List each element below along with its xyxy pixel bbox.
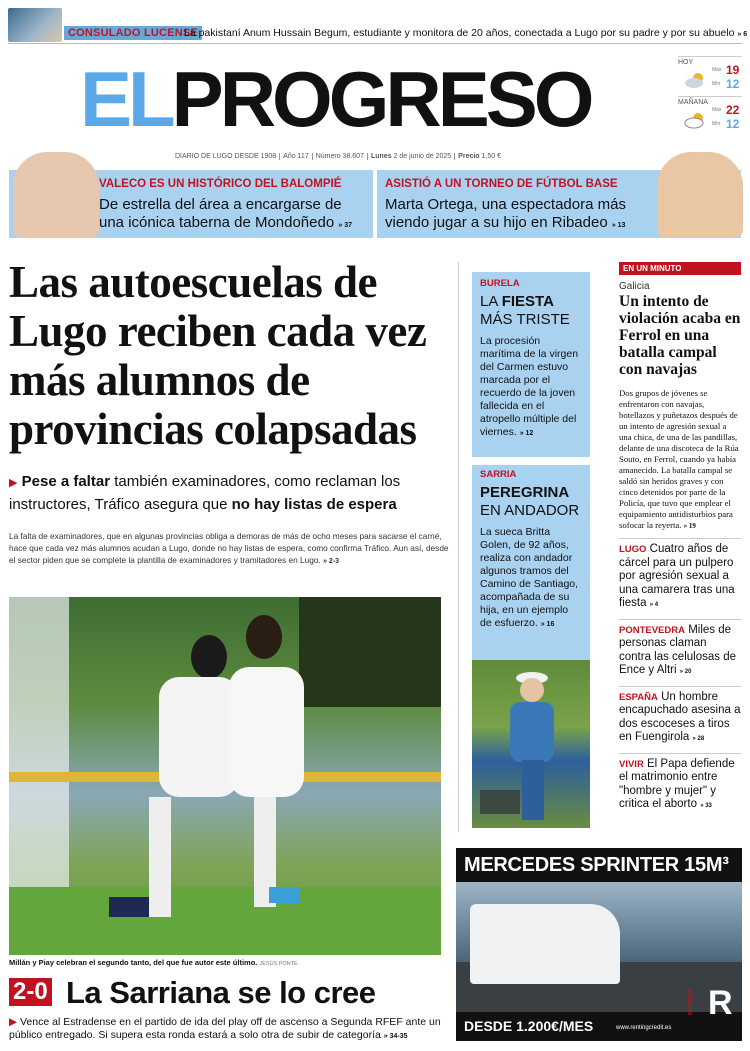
sun-cloud-icon — [684, 111, 708, 129]
right-column: EN UN MINUTO Galicia Un intento de violación acaba en Ferrol en una batalla campal con navajas Dos grupos de jóvenes se enfrentaron con navajas, botellazos y puñetazos después de un intento de agresión sexual a una chica, de una de las pandillas, delante de una discoteca de la Rúa Souto, en Ferrol, cuando ya había amanecido. La batalla campal se saldó sin heridos graves y con cinco detenidos por parte de la Policía, que tuvo que emplear el equipamiento antidisturbios para sofocar la reyerta. » 19 LUGO Cuatro años de cárcel para un pulpero por agresión sexual a una camarera tras una fiesta » 4 PONTEVEDRA Miles de personas claman contra las celulosas de Ence y Altri » 20 ESPAÑA Un hombre encapuchado asesina a dos escoceses a tiros en Fuengirola » 28 VIVIR El Papa defiende el matrimonio entre "hombre y mujer" y critica el aborto » 33 — [619, 262, 741, 814]
pilgrim-photo — [472, 660, 590, 828]
lead-text: La falta de examinadores, que en algunas provincias obliga a demoras de más de ocho meses para sacarse el carné, hace que cada vez más alumnos acudan a Lugo, donde no hay listas de espera, como confirma Tráfico. Aun así, desde el sector piden que se complete la plantilla de examinadores y tramitadores en Lugo. » 2-3 — [9, 531, 449, 565]
mercedes-sprinter-ad[interactable] — [456, 848, 742, 1041]
triangle-icon: ▶ — [9, 477, 18, 489]
brief-vivir[interactable]: VIVIR El Papa defiende el matrimonio entre "hombre y mujer" y critica el aborto » 33 — [619, 753, 741, 814]
match-score: 2-0 — [9, 978, 52, 1006]
teaser-photo — [657, 152, 743, 238]
brief-espana[interactable]: ESPAÑA Un hombre encapuchado asesina a dos escoceses a tiros en Fuengirola » 28 — [619, 686, 741, 747]
brief-pontevedra[interactable]: PONTEVEDRA Miles de personas claman contra las celulosas de Ence y Altri » 20 — [619, 619, 741, 680]
weather-tomorrow: MAÑANA Máx Mín 22 12 — [678, 96, 742, 142]
photo-illustration — [9, 597, 441, 955]
top-teaser-text: La pakistaní Anum Hussain Begum, estudiante y monitora de 20 años, conectada a Lugo por su padre y por su abuelo » 6 — [184, 27, 748, 39]
renting-logo-icon: R — [708, 984, 733, 1022]
top-teaser-tag: CONSULADO LUCENSE — [64, 26, 202, 40]
section-kicker: EN UN MINUTO — [619, 262, 741, 275]
triangle-icon: ▶ — [9, 1016, 18, 1028]
ferrol-text: Dos grupos de jóvenes se enfrentaron con navajas, botellazos y puñetazos después de un intento de agresión sexual a una chica, de una de las pandillas, delante de una discoteca de la Rúa Souto, en Ferrol, cuando ya había amanecido. La batalla campal se saldó sin heridos graves y con cinco detenidos por parte de la Policía, que tuvo que emplear el equipamiento antidisturbios para sofocar la reyerta. » 19 — [619, 388, 739, 530]
brief-lugo[interactable]: LUGO Cuatro años de cárcel para un pulpero por agresión sexual a una camarera tras una fiesta » 4 — [619, 538, 741, 613]
ad-brand: RENTING — [688, 988, 694, 1015]
van-illustration — [470, 904, 620, 984]
teaser-marta-ortega[interactable]: ASISTIÓ A UN TORNEO DE FÚTBOL BASE Marta Ortega, una espectadora más viendo jugar a su hijo en Ribadeo » 13 — [377, 170, 741, 238]
masthead-tagline: DIARIO DE LUGO DESDE 1908 Año 117 Número 38.607 Lunes 2 de junio de 2025 Precio 1,50 € — [172, 153, 622, 160]
sport-headline[interactable]: La Sarriana se lo cree — [66, 975, 376, 1010]
photo-caption: Millán y Piay celebran el segundo tanto, del que fue autor este último. JESÚS PONTE — [9, 958, 298, 967]
ad-url: www.rentingcredit.es — [616, 1025, 672, 1031]
teaser-thumbnail — [8, 8, 62, 42]
ad-title: MERCEDES SPRINTER 15M³ — [464, 854, 729, 876]
sport-text: ▶ Vence al Estradense en el partido de ida del play off de ascenso a Segunda RFEF ante un público entregado. Si supera esta ronda estará a solo otra de subir de categoría » 34-35 — [9, 1016, 441, 1041]
column-divider — [458, 262, 459, 832]
teaser-photo — [13, 152, 99, 238]
story-sarria[interactable]: SARRIA PEREGRINA EN ANDADOR La sueca Britta Golen, de 92 años, realiza con andador algunos tramos del Camino de Santiago, acompañada de su hija, en un ejemplo de esfuerzo. » 16 — [472, 465, 590, 660]
football-celebration-photo — [9, 597, 441, 955]
teaser-valeco[interactable]: VALECO ES UN HISTÓRICO DEL BALOMPIÉ De estrella del área a encargarse de una icónica taberna de Mondoñedo » 37 — [9, 170, 373, 238]
story-burela[interactable]: BURELA LA FIESTA MÁS TRISTE La procesión marítima de la virgen del Carmen estuvo marcada por el recuerdo de la joven fallecida en el atropello múltiple del viernes. » 12 — [472, 272, 590, 457]
ferrol-headline[interactable]: Un intento de violación acaba en Ferrol en una batalla campal con navajas — [619, 293, 741, 378]
ad-price: DESDE 1.200€/MES — [464, 1018, 594, 1034]
top-teaser-bar[interactable] — [8, 22, 748, 44]
lead-subheadline: ▶ Pese a faltar también examinadores, como reclaman los instructores, Tráfico asegura que no hay listas de espera — [9, 473, 401, 513]
masthead-logo[interactable]: ELPROGRESO — [80, 55, 591, 143]
lead-headline[interactable]: Las autoescuelas de Lugo reciben cada vez más alumnos de provincias colapsadas — [9, 257, 427, 454]
weather-today: HOY Máx Mín 19 12 — [678, 56, 742, 102]
sun-cloud-icon — [684, 71, 708, 89]
